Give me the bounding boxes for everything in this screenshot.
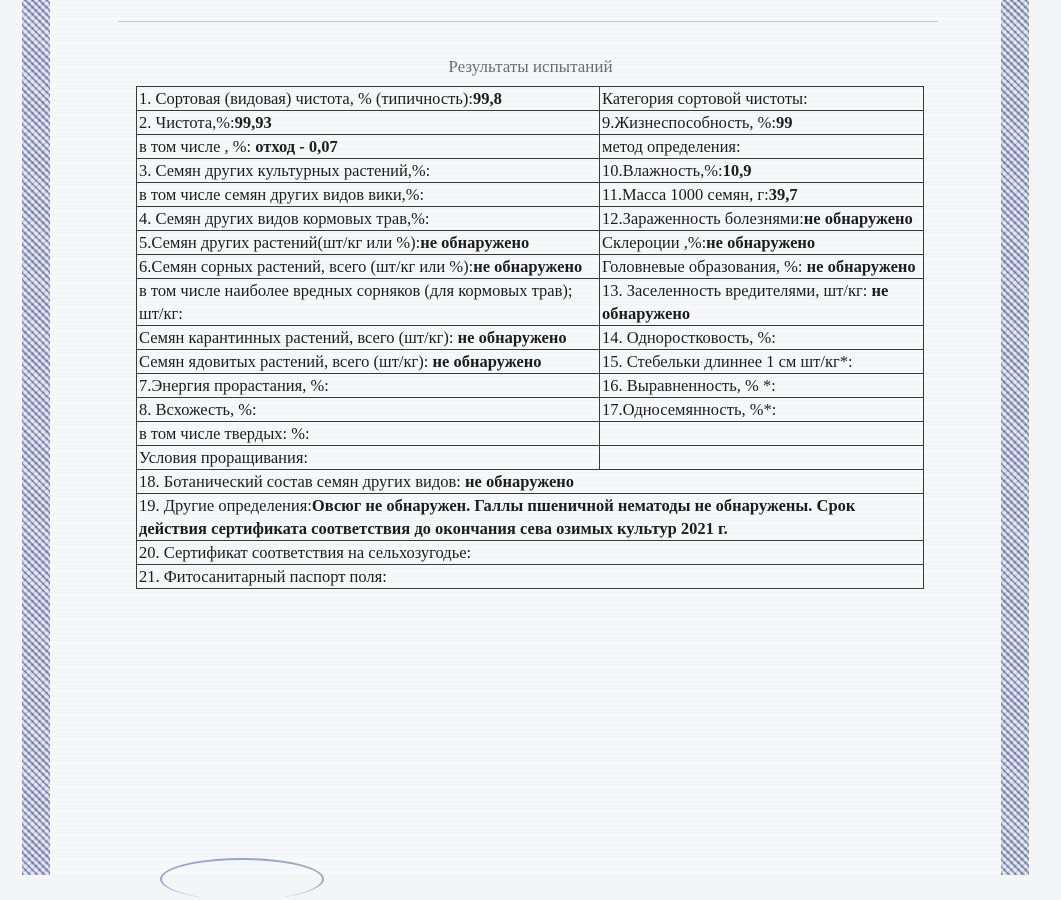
field-label: Условия проращивания: [139, 448, 309, 467]
field-label: 9.Жизнеспособность, %: [602, 113, 776, 132]
table-row [137, 87, 924, 111]
table-cell [600, 135, 924, 159]
field-label: 1. Сортовая (видовая) чистота, % (типичность): [139, 89, 473, 108]
certificate-border-left [22, 0, 50, 875]
table-cell [137, 374, 600, 398]
field-label: в том числе твердых: %: [139, 424, 310, 443]
table-cell [600, 398, 924, 422]
table-cell [600, 207, 924, 231]
table-cell [600, 374, 924, 398]
table-cell [600, 326, 924, 350]
field-label: 5.Семян других растений(шт/кг или %): [139, 233, 421, 252]
table-cell [137, 183, 600, 207]
field-label: 4. Семян других видов кормовых трав,%: [139, 209, 430, 228]
field-label: Склероции ,%: [602, 233, 707, 252]
field-label: Категория сортовой чистоты: [602, 89, 808, 108]
table-cell [137, 231, 600, 255]
field-value: не обнаружено [465, 472, 575, 491]
results-table [136, 86, 924, 589]
field-label: 21. Фитосанитарный паспорт поля: [139, 567, 387, 586]
field-label: 3. Семян других культурных растений,%: [139, 161, 431, 180]
table-row [137, 279, 924, 326]
table-row [137, 398, 924, 422]
table-row [137, 374, 924, 398]
table-row [137, 326, 924, 350]
table-row [137, 255, 924, 279]
field-value: не обнаружено [803, 209, 913, 228]
field-value: 99,93 [234, 113, 272, 132]
field-label: 13. Заселенность вредителями, шт/кг: [602, 281, 872, 300]
field-value: не обнаружено [457, 328, 567, 347]
field-label: 7.Энергия прорастания, %: [139, 376, 329, 395]
table-cell [137, 446, 600, 470]
field-value: не обнаружено [706, 233, 816, 252]
field-value: 10,9 [722, 161, 752, 180]
table-row [137, 350, 924, 374]
table-cell [137, 159, 600, 183]
field-label: Головневые образования, %: [602, 257, 807, 276]
table-cell [137, 541, 924, 565]
table-cell [137, 422, 600, 446]
field-label: 11.Масса 1000 семян, г: [602, 185, 769, 204]
table-row [137, 159, 924, 183]
table-cell [137, 87, 600, 111]
field-label: 12.Зараженность болезнями: [602, 209, 804, 228]
field-value: не обнаружено [432, 352, 542, 371]
table-cell [137, 326, 600, 350]
page-title: Результаты испытаний [448, 57, 613, 76]
field-value: не обнаружено [473, 257, 583, 276]
field-label: 2. Чистота,%: [139, 113, 235, 132]
table-row [137, 565, 924, 589]
field-value: 99 [775, 113, 793, 132]
table-cell [600, 446, 924, 470]
field-label: метод определения: [602, 137, 741, 156]
table-row [137, 494, 924, 541]
top-divider [118, 21, 938, 22]
field-label: в том числе , %: [139, 137, 256, 156]
table-cell [600, 111, 924, 135]
field-label: 16. Выравненность, % *: [602, 376, 776, 395]
table-cell [137, 255, 600, 279]
table-cell [137, 565, 924, 589]
table-cell [600, 255, 924, 279]
table-row [137, 135, 924, 159]
table-cell [600, 231, 924, 255]
stamp-seal [160, 858, 324, 900]
table-cell [600, 422, 924, 446]
table-row [137, 231, 924, 255]
field-value: не обнаружено [420, 233, 530, 252]
field-label: 8. Всхожесть, %: [139, 400, 257, 419]
table-row [137, 470, 924, 494]
field-value: не обнаружено [602, 281, 889, 323]
field-label: 18. Ботанический состав семян других видов: [139, 472, 466, 491]
field-value: 99,8 [472, 89, 502, 108]
table-row [137, 111, 924, 135]
field-value: Овсюг не обнаружен. Галлы пшеничной нематоды не обнаружены. Срок действия сертификата соответствия до окончания сева озимых культур 2021 г. [139, 496, 856, 538]
field-label: Семян ядовитых растений, всего (шт/кг): [139, 352, 433, 371]
field-label: 15. Стебельки длиннее 1 см шт/кг*: [602, 352, 853, 371]
certificate-border-right [1001, 0, 1029, 875]
table-cell [600, 350, 924, 374]
table-cell [137, 207, 600, 231]
field-value: 39,7 [768, 185, 798, 204]
field-value: отход - 0,07 [255, 137, 338, 156]
field-label: 10.Влажность,%: [602, 161, 723, 180]
field-label: 6.Семян сорных растений, всего (шт/кг или %): [139, 257, 474, 276]
table-row [137, 541, 924, 565]
field-label: в том числе семян других видов вики,%: [139, 185, 425, 204]
table-row [137, 446, 924, 470]
table-cell [137, 470, 924, 494]
table-cell [600, 183, 924, 207]
table-cell [137, 111, 600, 135]
table-row [137, 422, 924, 446]
field-label: 20. Сертификат соответствия на сельхозугодье: [139, 543, 472, 562]
table-cell [137, 398, 600, 422]
table-cell [137, 350, 600, 374]
table-row [137, 207, 924, 231]
table-cell [137, 135, 600, 159]
field-label: в том числе наиболее вредных сорняков (для кормовых трав); шт/кг: [139, 281, 573, 323]
field-label: 14. Одноростковость, %: [602, 328, 776, 347]
table-row [137, 183, 924, 207]
field-label: 19. Другие определения: [139, 496, 312, 515]
table-cell [137, 279, 600, 326]
field-label: Семян карантинных растений, всего (шт/кг): [139, 328, 458, 347]
table-cell [600, 279, 924, 326]
table-cell [137, 494, 924, 541]
table-cell [600, 87, 924, 111]
field-label: 17.Односемянность, %*: [602, 400, 777, 419]
table-cell [600, 159, 924, 183]
field-value: не обнаружено [806, 257, 916, 276]
